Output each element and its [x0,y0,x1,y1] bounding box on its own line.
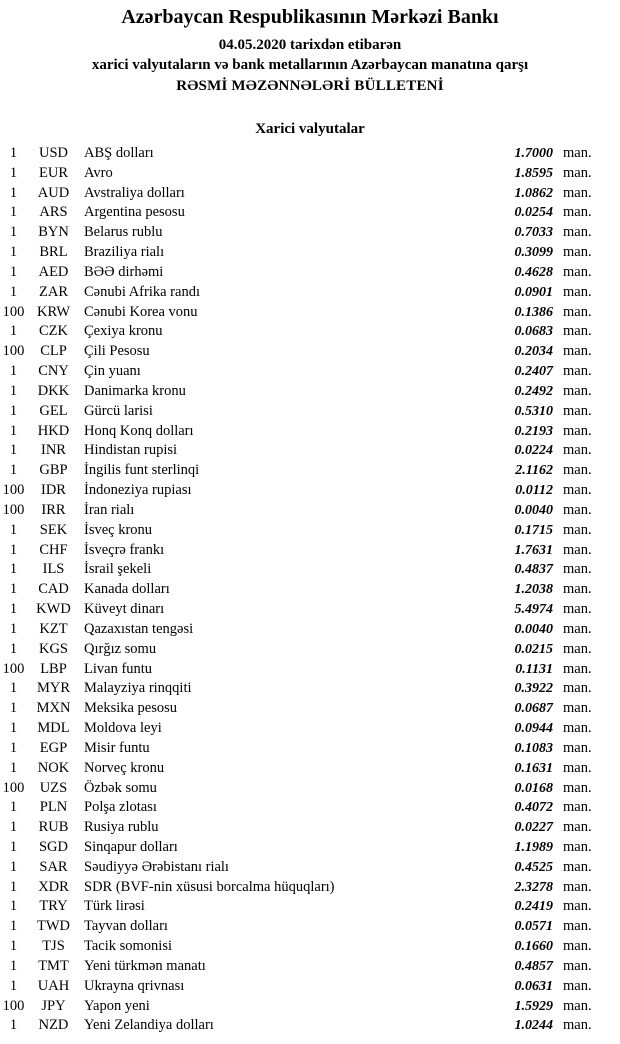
rate-value-cell: 0.4857 [514,958,553,974]
currency-name-cell: İngilis funt sterlinqi [84,462,200,479]
table-row [0,838,620,858]
unit-label-cell: man. [563,918,592,935]
currency-name-cell: Argentina pesosu [84,204,185,221]
unit-label-cell: man. [563,145,592,161]
currency-code-cell: ZAR [39,283,68,300]
rate-value-cell: 0.1631 [514,760,553,776]
unit-label-cell: man. [563,819,592,836]
quantity-cell: 1 [9,402,18,419]
unit-label-cell: man. [563,799,592,816]
table-row [0,322,620,342]
rate-value-cell: 2.1162 [515,463,553,479]
currency-name-cell: Honq Konq dolları [84,422,194,439]
rate-value-cell: 0.4525 [514,859,553,875]
quantity-cell: 1 [9,938,18,955]
currency-code-cell: NOK [37,759,70,776]
table-row [0,382,620,402]
rate-value-cell: 0.0631 [514,978,553,994]
table-row [0,997,620,1017]
unit-label-cell: man. [563,858,592,875]
currency-name-cell: Avro [84,164,113,181]
currency-code-cell: EGP [39,739,68,756]
unit-label-cell: man. [563,442,592,459]
table-row [0,957,620,977]
quantity-cell: 1 [9,898,18,915]
rate-value-cell: 0.0227 [514,820,553,836]
rate-value-cell: 0.2419 [514,899,553,915]
unit-label-cell: man. [563,343,592,360]
unit-label-cell: man. [563,462,592,479]
currency-code-cell: AUD [37,184,70,201]
table-row [0,580,620,600]
rate-value-cell: 1.0244 [514,1018,553,1034]
quantity-cell: 1 [9,323,18,340]
unit-label-cell: man. [563,402,592,419]
currency-name-cell: SDR (BVF-nin xüsusi borcalma hüquqları) [84,878,335,895]
rate-value-cell: 0.1083 [514,740,553,756]
unit-label-cell: man. [563,422,592,439]
currency-name-cell: Yeni türkmən manatı [84,957,206,974]
quantity-cell: 1 [9,759,18,776]
unit-label-cell: man. [563,224,592,241]
table-row [0,640,620,660]
table-row [0,402,620,422]
quantity-cell: 1 [9,1017,18,1034]
currency-code-cell: UAH [37,977,70,994]
table-row [0,818,620,838]
quantity-cell: 1 [9,878,18,895]
unit-label-cell: man. [563,640,592,657]
currency-name-cell: Misir funtu [84,739,150,756]
unit-label-cell: man. [563,957,592,974]
currency-code-cell: EUR [39,164,68,181]
currency-code-cell: HKD [37,422,70,439]
rates-table [0,144,620,1036]
quantity-cell: 1 [9,462,18,479]
unit-label-cell: man. [563,601,592,618]
table-row [0,739,620,759]
unit-label-cell: man. [563,164,592,181]
quantity-cell: 1 [9,244,18,261]
quantity-cell: 1 [9,363,18,380]
quantity-cell: 1 [9,858,18,875]
quantity-cell: 1 [9,977,18,994]
effective-date: 04.05.2020 tarixdən etibarən [218,37,402,53]
unit-label-cell: man. [563,660,592,677]
currency-name-cell: Gürcü larisi [84,402,153,419]
currency-code-cell: TMT [38,957,69,974]
rate-value-cell: 0.0040 [514,621,553,637]
table-row [0,798,620,818]
currency-code-cell: MYR [36,680,71,697]
currency-name-cell: İran rialı [84,501,135,518]
currency-code-cell: KWD [36,601,71,618]
currency-name-cell: Çexiya kronu [84,323,163,340]
quantity-cell: 1 [9,263,18,280]
table-row [0,362,620,382]
quantity-cell: 1 [9,521,18,538]
rate-value-cell: 2.3278 [514,879,553,895]
currency-code-cell: ILS [42,561,65,578]
quantity-cell: 1 [9,541,18,558]
rate-value-cell: 0.0571 [514,919,553,935]
currency-code-cell: CZK [39,323,68,340]
unit-label-cell: man. [563,184,592,201]
table-row [0,541,620,561]
currency-code-cell: GEL [39,402,68,419]
currency-name-cell: Çin yuanı [84,363,141,380]
table-row [0,858,620,878]
rate-value-cell: 0.3099 [514,245,553,261]
quantity-cell: 1 [9,164,18,181]
currency-name-cell: Küveyt dinarı [84,601,165,618]
currency-name-cell: Türk lirəsi [84,898,145,915]
quantity-cell: 1 [9,561,18,578]
currency-code-cell: SGD [38,838,68,855]
table-row [0,283,620,303]
rate-value-cell: 0.0168 [514,780,553,796]
unit-label-cell: man. [563,938,592,955]
currency-name-cell: Tacik somonisi [84,938,172,955]
currency-name-cell: Yeni Zelandiya dolları [84,1017,214,1034]
rate-value-cell: 0.1660 [514,939,553,955]
currency-name-cell: ABŞ dolları [84,145,154,161]
unit-label-cell: man. [563,501,592,518]
quantity-cell: 1 [9,739,18,756]
currency-code-cell: SEK [39,521,68,538]
quantity-cell: 1 [9,184,18,201]
currency-code-cell: CHF [39,541,68,558]
currency-code-cell: KZT [39,620,68,637]
quantity-cell: 100 [2,303,25,320]
rate-value-cell: 0.0687 [514,701,553,717]
currency-name-cell: BƏƏ dirhəmi [84,263,164,280]
unit-label-cell: man. [563,382,592,399]
subtitle: xarici valyutaların və bank metallarının Azərbaycan manatına qarşı [91,57,529,73]
unit-label-cell: man. [563,581,592,598]
unit-label-cell: man. [563,878,592,895]
quantity-cell: 1 [9,957,18,974]
currency-code-cell: JPY [41,997,66,1014]
quantity-cell: 1 [9,720,18,737]
rate-value-cell: 1.7000 [514,146,553,161]
table-row [0,481,620,501]
rate-value-cell: 1.1989 [514,839,553,855]
currency-code-cell: KRW [36,303,71,320]
table-row [0,759,620,779]
currency-name-cell: Malayziya rinqqiti [84,680,192,697]
rate-value-cell: 0.4628 [514,264,553,280]
unit-label-cell: man. [563,263,592,280]
currency-code-cell: CAD [38,581,69,598]
rate-value-cell: 0.1386 [514,304,553,320]
quantity-cell: 1 [9,283,18,300]
quantity-cell: 1 [9,601,18,618]
currency-code-cell: MXN [36,700,71,717]
currency-code-cell: PLN [39,799,68,816]
table-row [0,897,620,917]
currency-code-cell: DKK [37,382,70,399]
rate-value-cell: 0.0112 [515,483,553,499]
rate-value-cell: 1.0862 [514,185,553,201]
currency-name-cell: Qazaxıstan tengəsi [84,620,194,637]
currency-code-cell: AED [38,263,69,280]
unit-label-cell: man. [563,700,592,717]
unit-label-cell: man. [563,779,592,796]
rate-value-cell: 0.2407 [514,364,553,380]
table-row [0,501,620,521]
quantity-cell: 100 [2,482,25,499]
currency-name-cell: Ukrayna qrivnası [84,977,185,994]
unit-label-cell: man. [563,838,592,855]
table-row [0,521,620,541]
table-row [0,422,620,442]
currency-code-cell: BRL [39,244,68,261]
currency-code-cell: CLP [40,343,67,360]
table-row [0,660,620,680]
currency-name-cell: İsveç kronu [84,521,153,538]
quantity-cell: 1 [9,918,18,935]
rate-value-cell: 0.2034 [514,344,553,360]
currency-name-cell: Çili Pesosu [84,343,150,360]
table-row [0,342,620,362]
currency-name-cell: Meksika pesosu [84,700,178,717]
currency-name-cell: Danimarka kronu [84,382,186,399]
unit-label-cell: man. [563,363,592,380]
unit-label-cell: man. [563,561,592,578]
quantity-cell: 1 [9,224,18,241]
rate-value-cell: 0.0040 [514,502,553,518]
currency-name-cell: Rusiya rublu [84,819,159,836]
table-row [0,937,620,957]
currency-name-cell: Avstraliya dolları [84,184,185,201]
currency-code-cell: USD [38,145,68,161]
table-row [0,223,620,243]
unit-label-cell: man. [563,1017,592,1034]
currency-name-cell: Kanada dolları [84,581,170,598]
currency-code-cell: CNY [38,363,69,380]
table-row [0,461,620,481]
rate-value-cell: 5.4974 [514,602,553,618]
currency-code-cell: MDL [37,720,70,737]
table-row [0,164,620,184]
table-row [0,203,620,223]
quantity-cell: 1 [9,145,18,161]
unit-label-cell: man. [563,521,592,538]
rate-value-cell: 1.2038 [514,582,553,598]
quantity-cell: 1 [9,838,18,855]
unit-label-cell: man. [563,720,592,737]
rate-value-cell: 0.3922 [514,681,553,697]
quantity-cell: 100 [2,660,25,677]
currency-code-cell: NZD [38,1017,69,1034]
table-row [0,620,620,640]
table-row [0,1016,620,1036]
rate-value-cell: 0.2492 [514,383,553,399]
table-row [0,184,620,204]
rate-value-cell: 0.4072 [514,800,553,816]
currency-name-cell: Özbək somu [84,779,157,796]
quantity-cell: 1 [9,382,18,399]
unit-label-cell: man. [563,541,592,558]
currency-code-cell: TJS [42,938,65,955]
currency-name-cell: Səudiyyə Ərəbistanı rialı [84,858,229,875]
currency-code-cell: KGS [38,640,68,657]
currency-name-cell: Braziliya rialı [84,244,165,261]
currency-name-cell: Cənubi Afrika randı [84,283,200,300]
currency-code-cell: XDR [38,878,69,895]
unit-label-cell: man. [563,997,592,1014]
table-row [0,779,620,799]
currency-code-cell: TWD [36,918,70,935]
currency-code-cell: UZS [39,779,68,796]
rate-value-cell: 0.4837 [514,562,553,578]
currency-name-cell: Qırğız somu [84,640,157,657]
currency-name-cell: İndoneziya rupiası [84,482,192,499]
table-row [0,699,620,719]
quantity-cell: 1 [9,581,18,598]
quantity-cell: 1 [9,680,18,697]
rate-value-cell: 1.8595 [514,165,553,181]
table-row [0,441,620,461]
currency-name-cell: Yapon yeni [84,997,150,1014]
table-row [0,719,620,739]
table-row [0,878,620,898]
currency-name-cell: İsveçrə frankı [84,541,165,558]
currency-code-cell: IDR [41,482,66,499]
currency-name-cell: İsrail şekeli [84,561,152,578]
table-row [0,679,620,699]
quantity-cell: 1 [9,620,18,637]
quantity-cell: 1 [9,819,18,836]
rate-value-cell: 0.5310 [514,403,553,419]
currency-name-cell: Cənubi Korea vonu [84,303,198,320]
currency-code-cell: IRR [41,501,66,518]
rate-value-cell: 0.0215 [514,641,553,657]
unit-label-cell: man. [563,303,592,320]
unit-label-cell: man. [563,204,592,221]
bank-title: Azərbaycan Respublikasının Mərkəzi Bankı [121,6,499,28]
table-row [0,977,620,997]
rate-value-cell: 0.1131 [515,661,553,677]
unit-label-cell: man. [563,620,592,637]
unit-label-cell: man. [563,244,592,261]
unit-label-cell: man. [563,482,592,499]
unit-label-cell: man. [563,680,592,697]
rate-value-cell: 0.2193 [514,423,553,439]
rate-value-cell: 0.0224 [514,443,553,459]
section-title: Xarici valyutalar [255,121,365,137]
rate-value-cell: 1.5929 [514,998,553,1014]
quantity-cell: 1 [9,640,18,657]
currency-name-cell: Polşa zlotası [84,799,157,816]
quantity-cell: 1 [9,422,18,439]
table-row [0,263,620,283]
unit-label-cell: man. [563,898,592,915]
quantity-cell: 1 [9,442,18,459]
currency-code-cell: RUB [38,819,69,836]
table-row [0,917,620,937]
table-row [0,303,620,323]
currency-code-cell: INR [41,442,66,459]
quantity-cell: 100 [2,997,25,1014]
quantity-cell: 100 [2,779,25,796]
rate-value-cell: 0.1715 [514,522,553,538]
currency-code-cell: SAR [39,858,68,875]
currency-code-cell: ARS [39,204,68,221]
currency-name-cell: Norveç kronu [84,759,165,776]
currency-name-cell: Belarus rublu [84,224,163,241]
quantity-cell: 100 [2,343,25,360]
table-row [0,144,620,164]
currency-code-cell: GBP [39,462,68,479]
unit-label-cell: man. [563,323,592,340]
rate-value-cell: 0.0944 [514,721,553,737]
rate-value-cell: 0.0254 [514,205,553,221]
rate-value-cell: 0.0901 [514,284,553,300]
currency-name-cell: Sinqapur dolları [84,838,178,855]
unit-label-cell: man. [563,739,592,756]
currency-name-cell: Tayvan dolları [84,918,168,935]
unit-label-cell: man. [563,759,592,776]
currency-name-cell: Livan funtu [84,660,153,677]
bulletin-title: RƏSMİ MƏZƏNNƏLƏRİ BÜLLETENİ [176,78,444,94]
currency-name-cell: Moldova leyi [84,720,162,737]
currency-code-cell: TRY [39,898,68,915]
rate-value-cell: 0.0683 [514,324,553,340]
quantity-cell: 1 [9,204,18,221]
table-row [0,600,620,620]
rate-value-cell: 1.7631 [514,542,553,558]
currency-name-cell: Hindistan rupisi [84,442,178,459]
unit-label-cell: man. [563,283,592,300]
table-row [0,560,620,580]
quantity-cell: 1 [9,700,18,717]
currency-code-cell: BYN [38,224,69,241]
rate-value-cell: 0.7033 [514,225,553,241]
currency-code-cell: LBP [40,660,67,677]
unit-label-cell: man. [563,977,592,994]
table-row [0,243,620,263]
quantity-cell: 100 [2,501,25,518]
quantity-cell: 1 [9,799,18,816]
